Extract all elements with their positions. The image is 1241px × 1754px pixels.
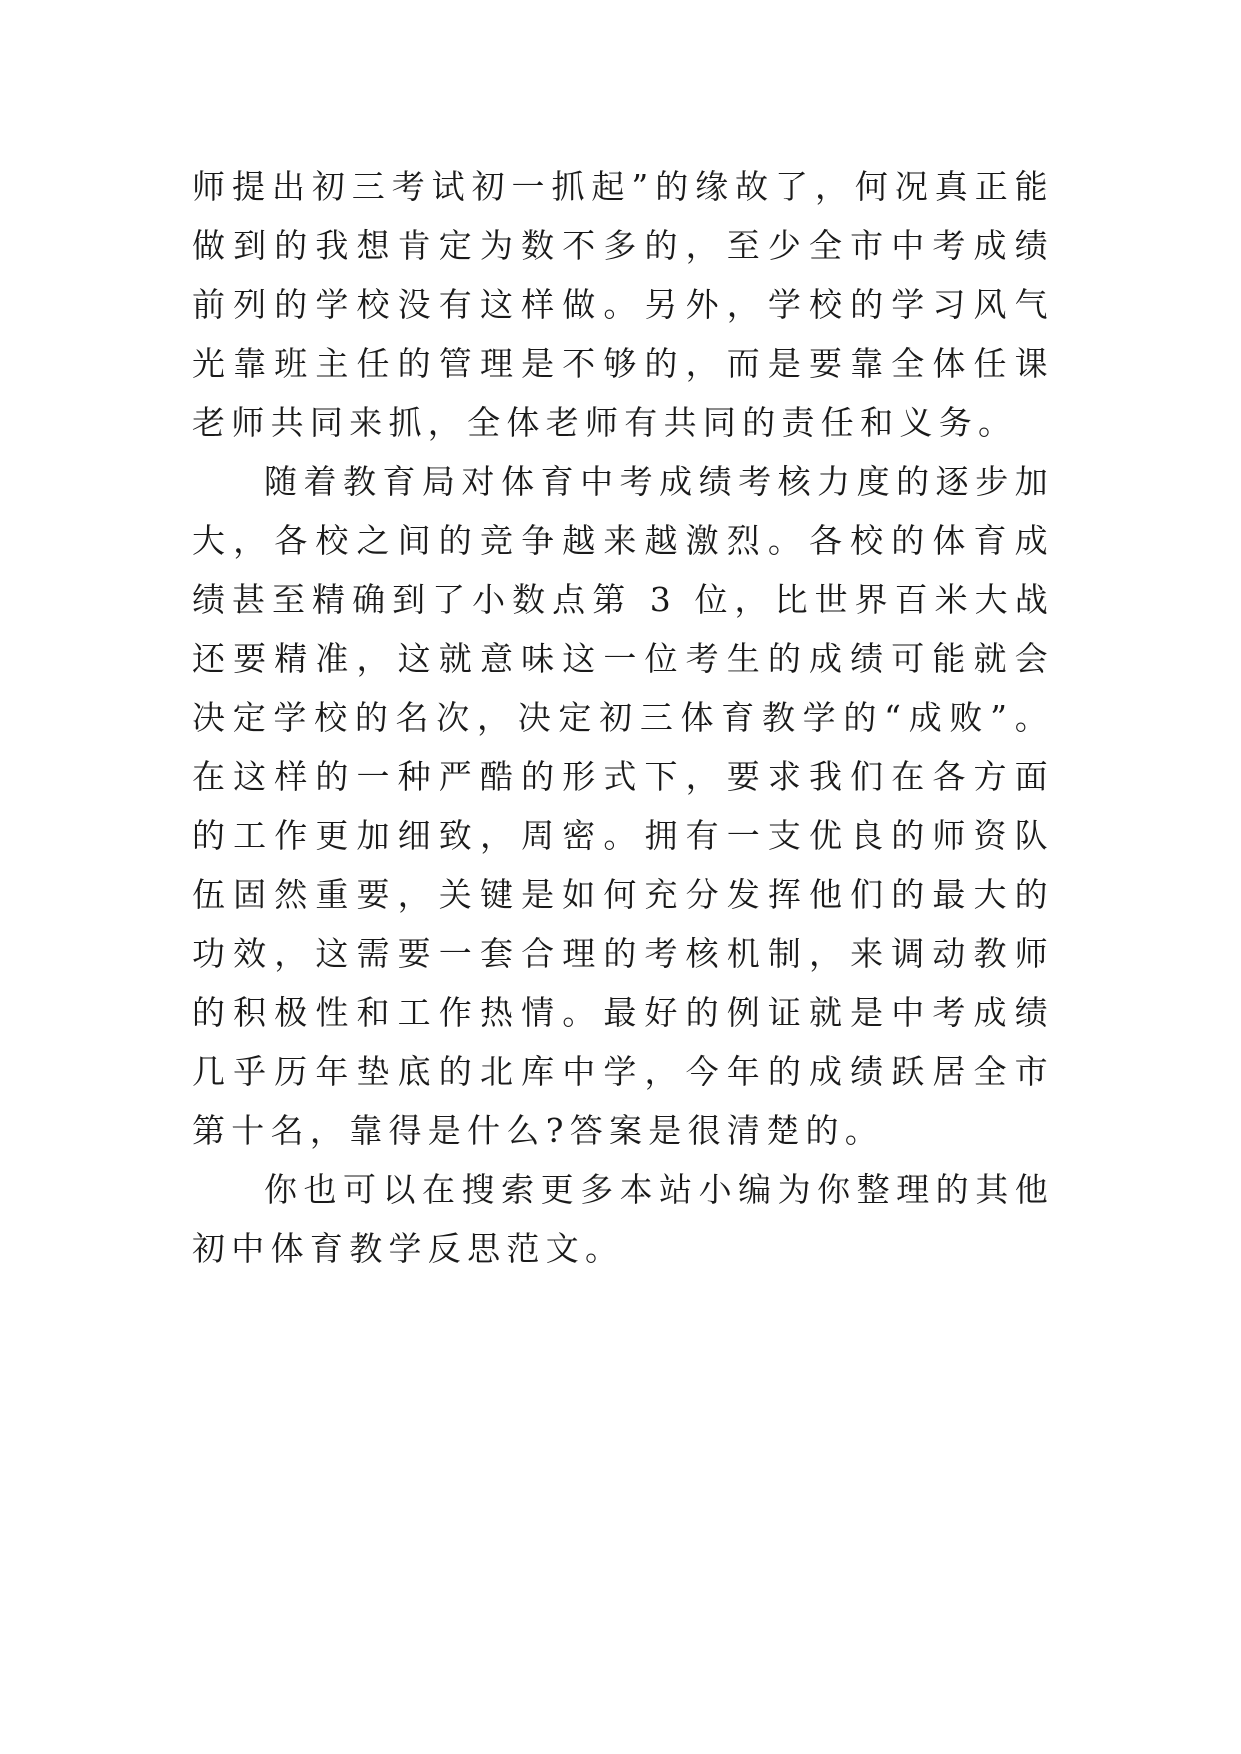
document-body <box>192 157 1054 1278</box>
paragraph-continuation: 师提出初三考试初一抓起”的缘故了，何况真正能做到的我想肯定为数不多的，至少全市中考成绩前列的学校没有这样做。另外，学校的学习风气光靠班主任的管理是不够的，而是要靠全体任课老师共同来抓，全体老师有共同的责任和义务。 <box>192 167 1054 442</box>
paragraph-closing: 你也可以在搜索更多本站小编为你整理的其他初中体育教学反思范文。 <box>192 1170 1054 1268</box>
paragraph-sports-exam: 随着教育局对体育中考成绩考核力度的逐步加大，各校之间的竞争越来越激烈。各校的体育成绩甚至精确到了小数点第 3 位，比世界百米大战还要精准，这就意味这一位考生的成绩可能就会决定学校的名次，决定初三体育教学的“成败”。在这样的一种严酷的形式下，要求我们在各方面的工作更加细致，周密。拥有一支优良的师资队伍固然重要，关键是如何充分发挥他们的最大的功效，这需要一套合理的考核机制，来调动教师的积极性和工作热情。最好的例证就是中考成绩几乎历年垫底的北库中学，今年的成绩跃居全市第十名，靠得是什么?答案是很清楚的。 <box>192 462 1054 1150</box>
